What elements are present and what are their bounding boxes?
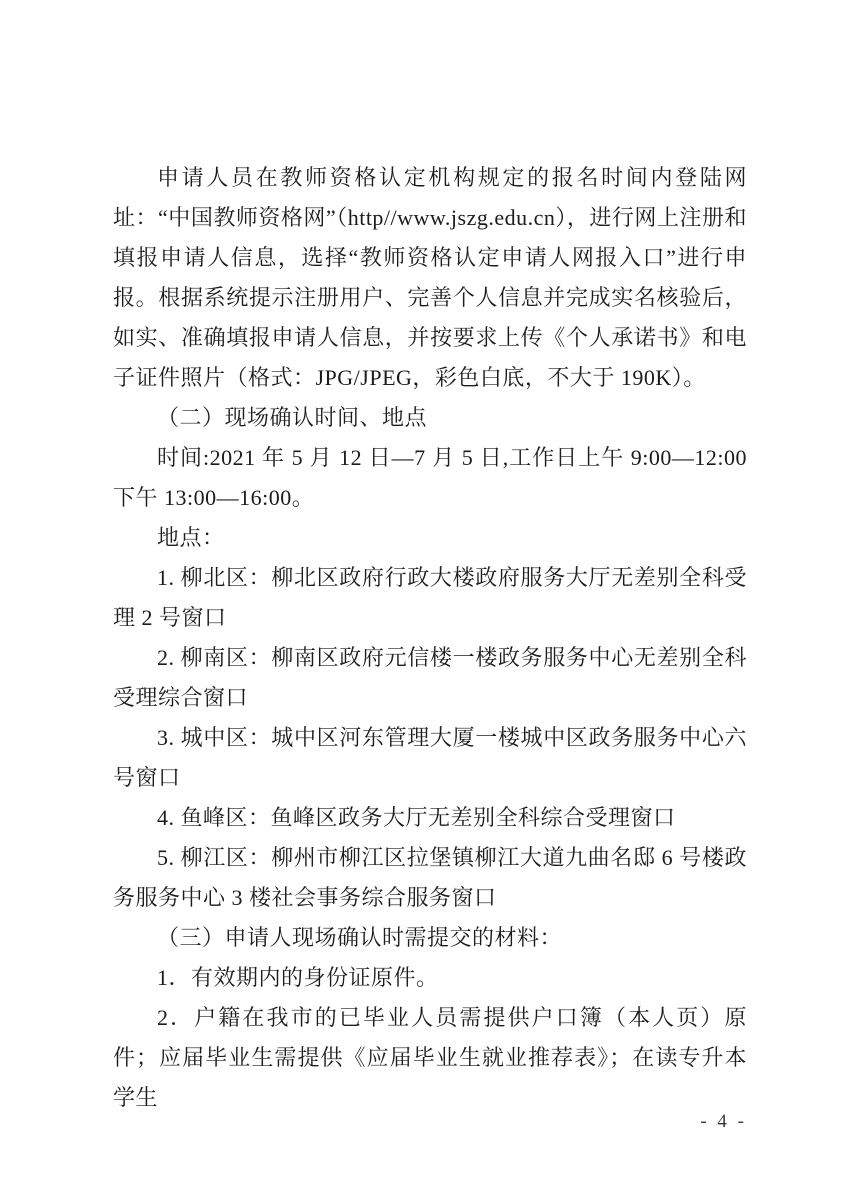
page-number: - 4 - [700, 1111, 747, 1132]
list-item-material-2-household-register: 2．户籍在我市的已毕业人员需提供户口簿（本人页）原件；应届毕业生需提供《应届毕业生就业推荐表》；在读专升本学生 [113, 1005, 747, 1110]
list-item-material-1-id-card: 1．有效期内的身份证原件。 [157, 965, 439, 990]
paragraph-location-label: 地点： [157, 525, 225, 550]
list-item-location-5-liujiang: 5. 柳江区：柳州市柳江区拉堡镇柳江大道九曲名邸 6 号楼政务服务中心 3 楼社会事务综合服务窗口 [113, 845, 747, 910]
list-item-location-4-yufeng: 4. 鱼峰区：鱼峰区政务大厅无差别全科综合受理窗口 [157, 805, 676, 830]
list-item-location-1-liubei: 1. 柳北区：柳北区政府行政大楼政府服务大厅无差别全科受理 2 号窗口 [113, 565, 747, 630]
paragraph-confirmation-time: 时间:2021 年 5 月 12 日—7 月 5 日,工作日上午 9:00—12:00 下午 13:00—16:00。 [113, 445, 747, 510]
heading-section-2-onsite-confirmation: （二）现场确认时间、地点 [157, 405, 428, 430]
list-item-location-3-chengzhong: 3. 城中区：城中区河东管理大厦一楼城中区政务服务中心六号窗口 [113, 725, 747, 790]
paragraph-online-registration: 申请人员在教师资格认定机构规定的报名时间内登陆网址：“中国教师资格网”（http//www.jszg.edu.cn），进行网上注册和填报申请人信息，选择“教师资格认定申请人网报入口”进行申报。根据系统提示注册用户、完善个人信息并完成实名核验后，如实、准确填报申请人信息，并按要求上传《个人承诺书》和电子证件照片（格式：JPG/JPEG，彩色白底，不大于 190K）。 [113, 165, 748, 390]
document-body [113, 158, 747, 1118]
heading-section-3-materials: （三）申请人现场确认时需提交的材料： [157, 925, 563, 950]
list-item-location-2-liunan: 2. 柳南区：柳南区政府元信楼一楼政务服务中心无差别全科受理综合窗口 [113, 645, 747, 710]
